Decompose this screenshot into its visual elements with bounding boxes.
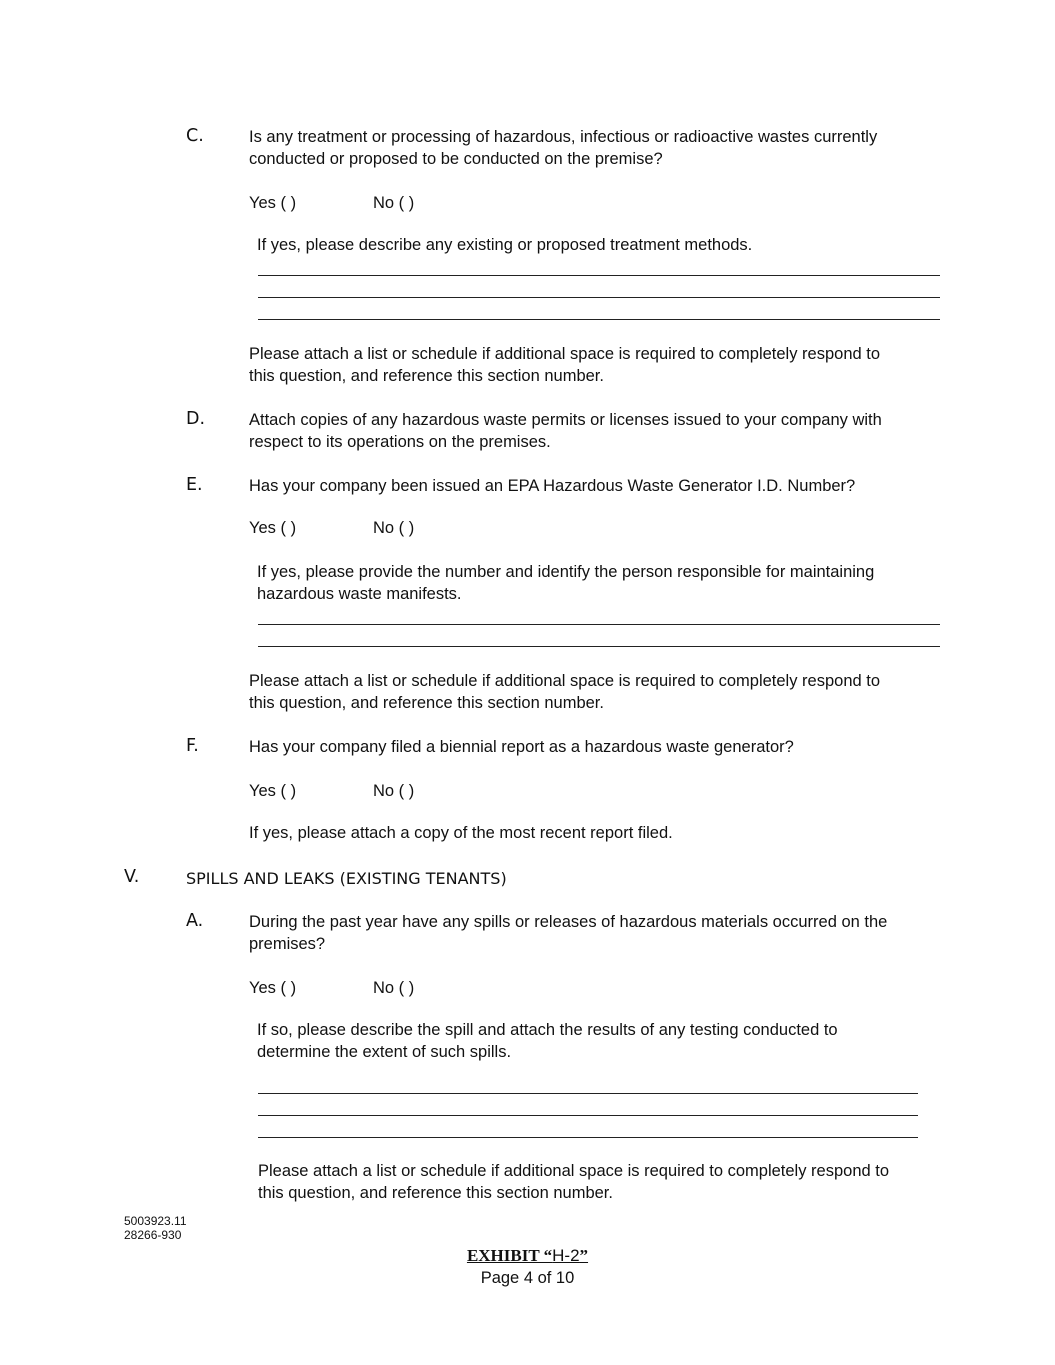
document-id: 5003923.11 28266-930	[124, 1214, 187, 1242]
question-f-no-option[interactable]: No ( )	[373, 782, 415, 800]
question-d-letter: D.	[186, 409, 206, 429]
question-c-no-option[interactable]: No ( )	[373, 194, 415, 212]
question-c-followup: If yes, please describe any existing or proposed treatment methods.	[257, 236, 753, 254]
question-e-letter: E.	[186, 475, 203, 495]
question-f-followup: If yes, please attach a copy of the most recent report filed.	[249, 824, 673, 842]
question-e-no-option[interactable]: No ( )	[373, 519, 415, 537]
answer-line[interactable]	[258, 1115, 918, 1116]
answer-line[interactable]	[258, 646, 940, 647]
section-v-a-no-option[interactable]: No ( )	[373, 979, 415, 997]
question-c-letter: C.	[186, 126, 204, 146]
question-e-text: Has your company been issued an EPA Hazardous Waste Generator I.D. Number?	[249, 477, 856, 495]
answer-line[interactable]	[258, 275, 940, 276]
question-c-attach-note: Please attach a list or schedule if additional space is required to completely respond to this question, and reference this section number.	[249, 345, 881, 385]
section-v-title: SPILLS AND LEAKS (EXISTING TENANTS)	[186, 869, 507, 888]
section-v-a-text: During the past year have any spills or releases of hazardous materials occurred on the premises?	[249, 913, 888, 953]
page-number: Page 4 of 10	[480, 1269, 575, 1287]
question-f-letter: F.	[186, 736, 199, 756]
question-e-followup: If yes, please provide the number and identify the person responsible for maintaining hazardous waste manifests.	[257, 563, 875, 603]
question-f-text: Has your company filed a biennial report as a hazardous waste generator?	[249, 738, 794, 756]
question-c-text: Is any treatment or processing of hazardous, infectious or radioactive wastes currently conducted or proposed to be conducted on the premise?	[249, 128, 878, 168]
exhibit-label: EXHIBIT “H-2”	[466, 1246, 589, 1265]
question-e-attach-note: Please attach a list or schedule if additional space is required to completely respond to this question, and reference this section number.	[249, 672, 881, 712]
section-v-a-attach-note: Please attach a list or schedule if additional space is required to completely respond to this question, and reference this section number.	[258, 1162, 890, 1202]
answer-line[interactable]	[258, 624, 940, 625]
question-e-yes-option[interactable]: Yes ( )	[249, 519, 297, 537]
question-d-text: Attach copies of any hazardous waste permits or licenses issued to your company with respect to its operations on the premises.	[249, 411, 882, 451]
answer-line[interactable]	[258, 1137, 918, 1138]
question-f-yes-option[interactable]: Yes ( )	[249, 782, 297, 800]
question-c-yes-option[interactable]: Yes ( )	[249, 194, 297, 212]
section-v-numeral: V.	[124, 867, 140, 887]
section-v-a-followup: If so, please describe the spill and attach the results of any testing conducted to determine the extent of such spills.	[257, 1021, 838, 1061]
section-v-a-yes-option[interactable]: Yes ( )	[249, 979, 297, 997]
answer-line[interactable]	[258, 319, 940, 320]
section-v-a-letter: A.	[186, 911, 204, 931]
answer-line[interactable]	[258, 297, 940, 298]
answer-line[interactable]	[258, 1093, 918, 1094]
